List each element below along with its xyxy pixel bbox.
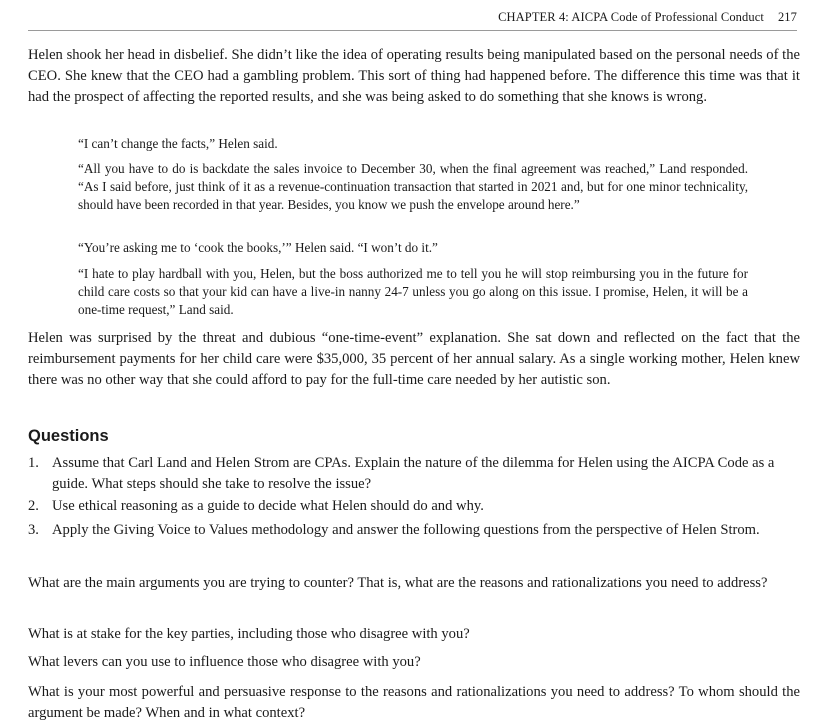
gvv-prompt-stakes: What is at stake for the key parties, including those who disagree with you? [28, 626, 470, 642]
question-item-1 [28, 453, 800, 495]
gvv-prompt-levers: What levers can you use to influence those who disagree with you? [28, 654, 421, 670]
question-number: 1. [28, 455, 39, 471]
page-number: 217 [777, 10, 797, 24]
running-header [28, 8, 797, 31]
paragraph-helen-surprised: Helen was surprised by the threat and dubious “one-time-event” explanation. She sat down and reflected on the fact that the reimbursement payments for her child care were $35,000, 35 percent of her annual salary. As a single working mother, Helen knew there was no other way that she could afford to pay for the full-time care needed by her autistic son. [28, 330, 800, 388]
question-number: 3. [28, 522, 39, 538]
quote-cant-change-facts: “I can’t change the facts,” Helen said. [78, 136, 278, 151]
question-number: 2. [28, 498, 39, 514]
quote-cook-the-books: “You’re asking me to ‘cook the books,’” Helen said. “I won’t do it.” [78, 240, 438, 255]
gvv-prompt-main-arguments: What are the main arguments you are trying to counter? That is, what are the reasons and rationalizations you need to address? [28, 575, 768, 591]
question-item-2 [28, 496, 800, 517]
gvv-prompt-persuasive-response: What is your most powerful and persuasive response to the reasons and rationalizations you need to address? To whom should the argument be made? When and in what context? [28, 684, 800, 721]
question-text: Assume that Carl Land and Helen Strom are CPAs. Explain the nature of the dilemma for Helen using the AICPA Code as a guide. What steps should she take to resolve the issue? [52, 455, 775, 492]
paragraph-helen-disbelief: Helen shook her head in disbelief. She didn’t like the idea of operating results being manipulated based on the personal needs of the CEO. She knew that the CEO had a gambling problem. This sort of thing had happened before. The difference this time was that it had the prospect of affecting the reported results, and she was being asked to do something that she knows is wrong. [28, 47, 800, 105]
question-text: Apply the Giving Voice to Values methodology and answer the following questions from the perspective of Helen Strom. [52, 522, 760, 538]
quote-backdate-invoice: “All you have to do is backdate the sales invoice to December 30, when the final agreement was reached,” Land responded. “As I said before, just think of it as a revenue-continuation transaction that started in 2021 and, but for one minor technicality, should have been recorded in that year. Besides, you know we push the envelope around here.” [78, 161, 748, 212]
question-item-3 [28, 520, 800, 541]
chapter-title: CHAPTER 4: AICPA Code of Professional Conduct [498, 10, 764, 24]
question-text: Use ethical reasoning as a guide to decide what Helen should do and why. [52, 498, 484, 514]
questions-heading: Questions [28, 427, 109, 445]
quote-hardball-threat: “I hate to play hardball with you, Helen, but the boss authorized me to tell you he will stop reimbursing you in the future for child care costs so that your kid can have a live-in nanny 24-7 unless you go along on this issue. I promise, Helen, it will be a one-time request,” Land said. [78, 266, 748, 317]
